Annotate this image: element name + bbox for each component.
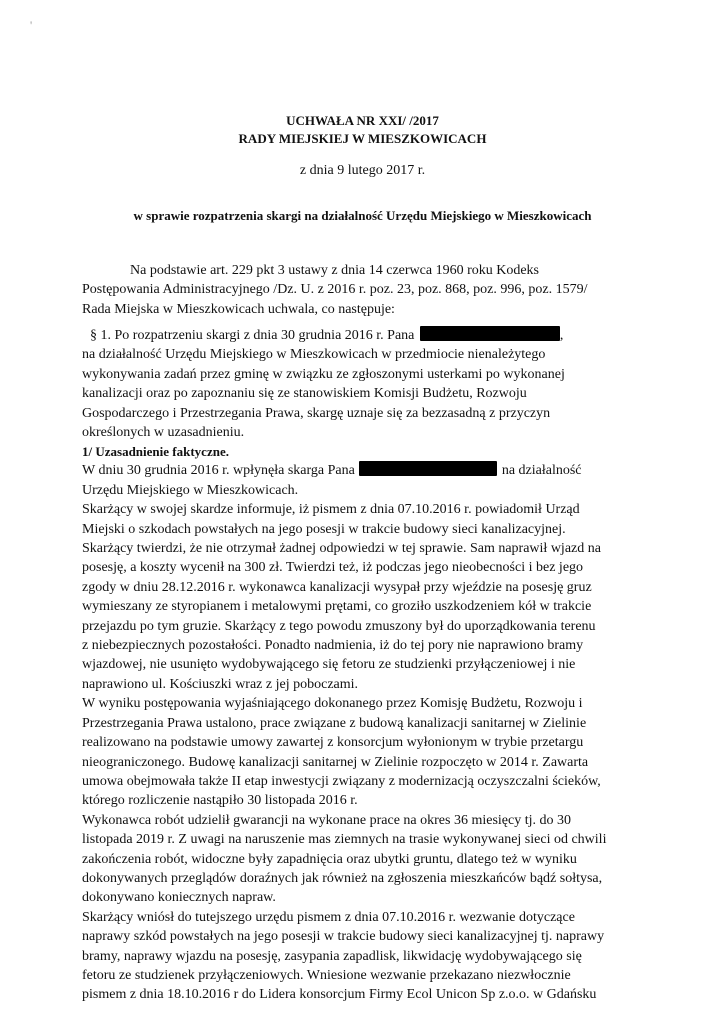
text-fragment: na działalność bbox=[501, 463, 582, 479]
text-line bbox=[82, 461, 642, 480]
text-line: bramy, naprawy wjazdu na posesję, zasypania zapadlisk, likwidację wydobywającego się bbox=[82, 948, 582, 964]
text-line: Wykonawca robót udzielił gwarancji na wykonane prace na okres 36 miesięcy tj. do 30 bbox=[82, 812, 571, 828]
text-line: Przestrzegania Prawa ustalono, prace związane z budową kanalizacji sanitarnej w Zielinie bbox=[82, 715, 587, 731]
text-line: Skarżący twierdzi, że nie otrzymał żadnej odpowiedzi w tej sprawie. Sam naprawił wjazd na bbox=[82, 541, 601, 557]
text-fragment: W dniu 30 grudnia 2016 r. wpłynęła skarga Pana bbox=[82, 463, 359, 479]
resolution-subject: w sprawie rozpatrzenia skargi na działalność Urzędu Miejskiego w Mieszkowicach bbox=[133, 208, 592, 223]
text-line: naprawy szkód powstałych na jego posesji w trakcie budowy sieci kanalizacyjnej tj. naprawy bbox=[82, 929, 605, 945]
section-heading: 1/ Uzasadnienie faktyczne. bbox=[82, 444, 229, 459]
text-line: realizowano na podstawie umowy zawartej z konsorcjum wyłonionym w trybie przetargu bbox=[82, 735, 584, 751]
text-line: listopada 2019 r. Z uwagi na naruszenie mas ziemnych na trasie wykonywanej sieci od chwili bbox=[82, 832, 607, 848]
text-line: W wyniku postępowania wyjaśniającego dokonanego przez Komisję Budżetu, Rozwoju i bbox=[82, 696, 583, 712]
text-line: zgody w dniu 28.12.2016 r. wykonawca kanalizacji wysypał przy wjeździe na posesję gruz bbox=[82, 579, 592, 595]
section-1-paragraph bbox=[82, 326, 642, 442]
text-line: na działalność Urzędu Miejskiego w Mieszkowicach w przedmiocie nienależytego bbox=[82, 347, 546, 363]
text-fragment: § 1. Po rozpatrzeniu skargi z dnia 30 grudnia 2016 r. Pana bbox=[90, 328, 418, 343]
corner-mark: ' bbox=[30, 18, 33, 32]
text-line: kanalizacji oraz po zapoznaniu się ze stanowiskiem Komisji Budżetu, Rozwoju bbox=[82, 386, 527, 402]
text-line: Postępowania Administracyjnego /Dz. U. z 2016 r. poz. 23, poz. 868, poz. 996, poz. 1579/ bbox=[82, 282, 588, 298]
text-line: Gospodarczego i Przestrzegania Prawa, skargę uznaje się za bezzasadną z przyczyn bbox=[82, 405, 551, 421]
text-line bbox=[82, 326, 642, 345]
text-line: którego rozliczenie nastąpiło 30 listopada 2016 r. bbox=[82, 793, 358, 809]
resolution-date: z dnia 9 lutego 2017 r. bbox=[299, 163, 426, 178]
justification-section bbox=[82, 442, 642, 1005]
text-line: wymieszany ze styropianem i metalowymi prętami, co groziło uszkodzeniem kół w trakcie bbox=[82, 599, 592, 615]
redacted-name bbox=[359, 461, 497, 476]
text-line: umowa obejmowała także II etap inwestycji związany z modernizacją oczyszczalni ścieków, bbox=[82, 773, 601, 789]
text-line: dokonywano koniecznych napraw. bbox=[82, 890, 276, 906]
text-fragment: , bbox=[559, 328, 564, 343]
text-line: Urzędu Miejskiego w Mieszkowicach. bbox=[82, 482, 299, 498]
text-line: przejazdu po tym gruzie. Skarżący z tego powodu zmuszony był do uporządkowania terenu bbox=[82, 618, 596, 634]
text-line: Rada Miejska w Mieszkowicach uchwala, co następuje: bbox=[82, 301, 395, 317]
redacted-name bbox=[420, 326, 560, 341]
text-line: naprawiono ul. Kościuszki wraz z jej poboczami. bbox=[82, 676, 359, 692]
text-line: Na podstawie art. 229 pkt 3 ustawy z dnia 14 czerwca 1960 roku Kodeks bbox=[130, 263, 540, 278]
text-line: posesję, a koszty wycenił na 300 zł. Twierdzi też, iż podczas jego nieobecności i bez jego bbox=[82, 560, 584, 576]
text-line: zakończenia robót, widoczne były zapadnięcia oraz ubytki gruntu, dlatego też w wyniku bbox=[82, 851, 577, 867]
legal-basis-paragraph bbox=[82, 261, 642, 319]
text-line: dokonywanych przeglądów doraźnych jak również na zgłoszenia mieszkańców bądź sołtysa, bbox=[82, 870, 603, 886]
council-name: RADY MIEJSKIEJ W MIESZKOWICACH bbox=[238, 131, 487, 146]
text-line: Miejski o szkodach powstałych na jego posesji w trakcie budowy sieci kanalizacyjnej. bbox=[82, 521, 566, 537]
text-line: z niebezpiecznych pozostałości. Ponadto nadmienia, iż do tej pory nie naprawiono bramy bbox=[82, 638, 584, 654]
resolution-title: UCHWAŁA NR XXI/ /2017 bbox=[286, 113, 439, 128]
text-line: fetoru ze studzienek przyłączeniowych. Wniesione wezwanie przekazano niezwłocznie bbox=[82, 967, 571, 983]
text-line: Skarżący wniósł do tutejszego urzędu pismem z dnia 07.10.2016 r. wezwanie dotyczące bbox=[82, 909, 575, 925]
text-line: wjazdowej, nie usunięto wydobywającego się fetoru ze studzienki przyłączeniowej i nie bbox=[82, 657, 576, 673]
text-line: wykonywania zadań przez gminę w związku ze zgłoszonymi usterkami po wykonanej bbox=[82, 366, 565, 382]
text-line: Skarżący w swojej skardze informuje, iż pismem z dnia 07.10.2016 r. powiadomił Urząd bbox=[82, 502, 580, 518]
text-line: określonych w uzasadnieniu. bbox=[82, 425, 245, 441]
text-line: nieograniczonego. Budowę kanalizacji sanitarnej w Zielinie rozpoczęto w 2014 r. Zawarta bbox=[82, 754, 589, 770]
text-line: pismem z dnia 18.10.2016 r do Lidera konsorcjum Firmy Ecol Unicon Sp z.o.o. w Gdańsku bbox=[82, 987, 597, 1003]
